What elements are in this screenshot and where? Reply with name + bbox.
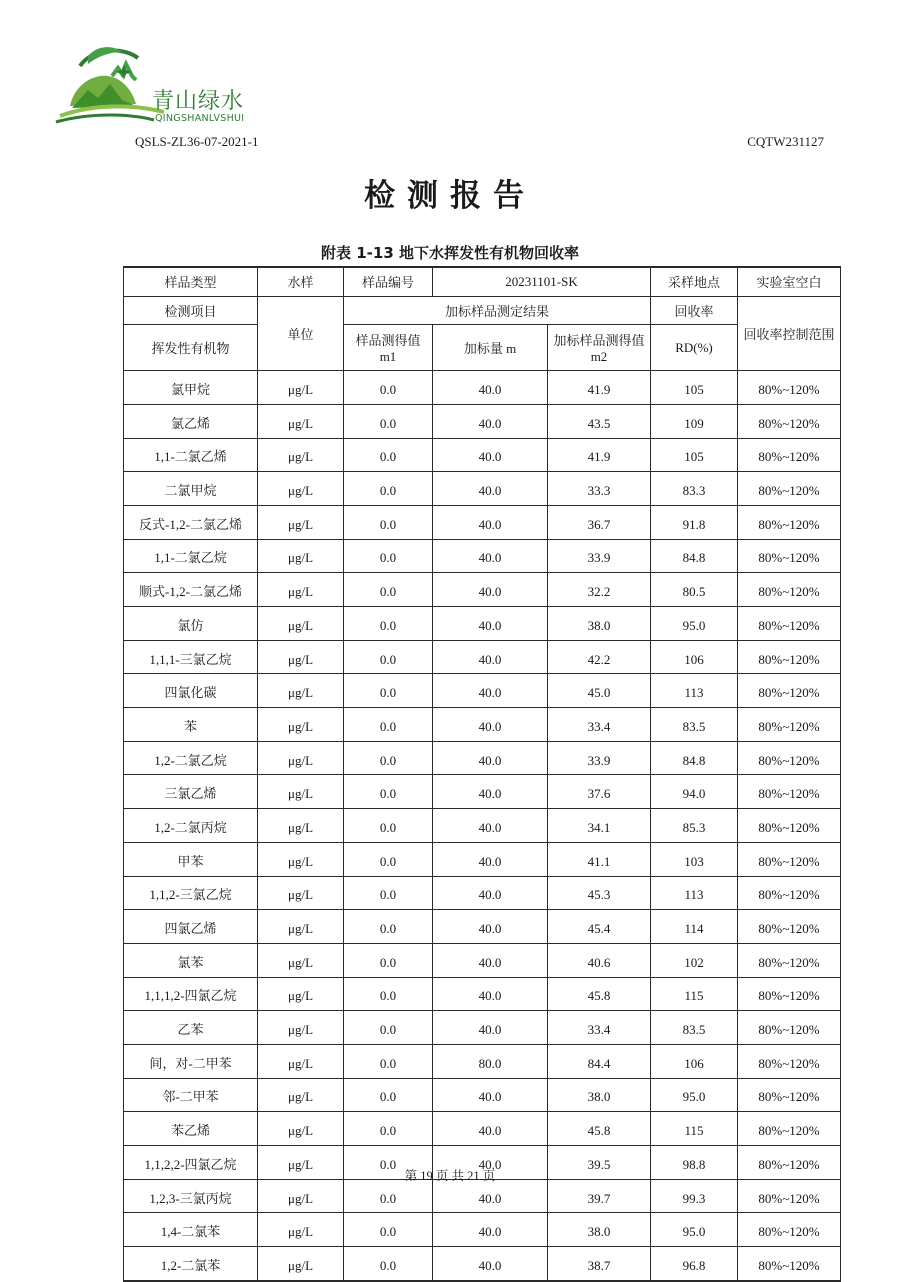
recovery-cell: 91.8 — [651, 505, 738, 539]
recovery-cell: 113 — [651, 674, 738, 708]
table-row — [124, 539, 841, 573]
control-range-cell: 80%~120% — [738, 876, 841, 910]
compound-name: 1,2-二氯苯 — [124, 1247, 258, 1281]
logo-chinese-text: 青山绿水 — [152, 89, 245, 114]
page-title: 检测报告 — [364, 178, 536, 214]
compound-name: 二氯甲烷 — [124, 472, 258, 506]
m2-cell: 39.5 — [548, 1146, 651, 1180]
compound-name: 氯甲烷 — [124, 371, 258, 405]
m2-cell: 38.0 — [548, 1213, 651, 1247]
control-range-cell: 80%~120% — [738, 910, 841, 944]
unit-cell: μg/L — [258, 404, 344, 438]
unit-cell: μg/L — [258, 674, 344, 708]
m2-cell: 40.6 — [548, 943, 651, 977]
unit-cell: μg/L — [258, 842, 344, 876]
m2-cell: 33.9 — [548, 539, 651, 573]
m1-cell: 0.0 — [344, 1044, 433, 1078]
spike-amount-cell: 40.0 — [433, 741, 548, 775]
unit-cell: μg/L — [258, 1247, 344, 1281]
compound-name: 四氯乙烯 — [124, 910, 258, 944]
compound-name: 1,1,2-三氯乙烷 — [124, 876, 258, 910]
spike-amount-cell: 40.0 — [433, 573, 548, 607]
recovery-cell: 113 — [651, 876, 738, 910]
table-header-row-1 — [124, 267, 841, 296]
spike-amount-cell: 40.0 — [433, 1247, 548, 1281]
table-row — [124, 741, 841, 775]
recovery-cell: 95.0 — [651, 1078, 738, 1112]
control-range-cell: 80%~120% — [738, 640, 841, 674]
spike-amount-cell: 40.0 — [433, 1213, 548, 1247]
m2-cell: 33.3 — [548, 472, 651, 506]
unit-cell: μg/L — [258, 539, 344, 573]
control-range-label: 回收率控制范围 — [738, 296, 841, 371]
m1-cell: 0.0 — [344, 404, 433, 438]
m1-cell: 0.0 — [344, 775, 433, 809]
item-label: 检测项目 — [124, 296, 258, 325]
compound-name: 1,2,3-三氯丙烷 — [124, 1179, 258, 1213]
recovery-cell: 106 — [651, 640, 738, 674]
unit-cell: μg/L — [258, 640, 344, 674]
table-row — [124, 607, 841, 641]
compound-name: 氯乙烯 — [124, 404, 258, 438]
table-row — [124, 1179, 841, 1213]
control-range-cell: 80%~120% — [738, 943, 841, 977]
spike-amount-cell: 40.0 — [433, 371, 548, 405]
compound-name: 间，对-二甲苯 — [124, 1044, 258, 1078]
unit-cell: μg/L — [258, 943, 344, 977]
unit-cell: μg/L — [258, 371, 344, 405]
rd-label: RD(%) — [651, 325, 738, 371]
control-range-cell: 80%~120% — [738, 1146, 841, 1180]
compound-name: 反式-1,2-二氯乙烯 — [124, 505, 258, 539]
recovery-cell: 95.0 — [651, 607, 738, 641]
m1-cell: 0.0 — [344, 1247, 433, 1281]
recovery-cell: 109 — [651, 404, 738, 438]
control-range-cell: 80%~120% — [738, 1213, 841, 1247]
spike-amount-cell: 40.0 — [433, 1179, 548, 1213]
m-label: 加标量 m — [433, 325, 548, 371]
m2-cell: 43.5 — [548, 404, 651, 438]
unit-cell: μg/L — [258, 977, 344, 1011]
m2-cell: 38.0 — [548, 607, 651, 641]
spike-amount-cell: 40.0 — [433, 607, 548, 641]
table-row — [124, 573, 841, 607]
control-range-cell: 80%~120% — [738, 438, 841, 472]
m1-cell: 0.0 — [344, 640, 433, 674]
control-range-cell: 80%~120% — [738, 1011, 841, 1045]
m1-cell: 0.0 — [344, 809, 433, 843]
table-caption: 附表 1-13 地下水挥发性有机物回收率 — [321, 244, 579, 262]
unit-cell: μg/L — [258, 1213, 344, 1247]
m2-cell: 33.4 — [548, 1011, 651, 1045]
category-label: 挥发性有机物 — [124, 325, 258, 371]
unit-cell: μg/L — [258, 1179, 344, 1213]
recovery-cell: 106 — [651, 1044, 738, 1078]
sample-type-value: 水样 — [258, 267, 344, 296]
m1-label: 样品测得值 m1 — [344, 325, 433, 371]
compound-name: 甲苯 — [124, 842, 258, 876]
recovery-cell: 98.8 — [651, 1146, 738, 1180]
m1-cell: 0.0 — [344, 1011, 433, 1045]
m1-cell: 0.0 — [344, 910, 433, 944]
compound-name: 1,2-二氯乙烷 — [124, 741, 258, 775]
recovery-cell: 84.8 — [651, 539, 738, 573]
spike-amount-cell: 40.0 — [433, 775, 548, 809]
m2-cell: 42.2 — [548, 640, 651, 674]
m1-cell: 0.0 — [344, 842, 433, 876]
recovery-cell: 115 — [651, 1112, 738, 1146]
recovery-cell: 105 — [651, 438, 738, 472]
control-range-cell: 80%~120% — [738, 708, 841, 742]
m2-label: 加标样品测得值 m2 — [548, 325, 651, 371]
m2-cell: 38.0 — [548, 1078, 651, 1112]
unit-cell: μg/L — [258, 607, 344, 641]
table-row — [124, 842, 841, 876]
table-row — [124, 708, 841, 742]
m1-cell: 0.0 — [344, 1213, 433, 1247]
m2-cell: 38.7 — [548, 1247, 651, 1281]
compound-name: 三氯乙烯 — [124, 775, 258, 809]
table-row — [124, 438, 841, 472]
unit-cell: μg/L — [258, 438, 344, 472]
sample-no-value: 20231101-SK — [433, 267, 651, 296]
spike-amount-cell: 40.0 — [433, 438, 548, 472]
unit-cell: μg/L — [258, 1011, 344, 1045]
spike-amount-cell: 40.0 — [433, 876, 548, 910]
compound-name: 苯乙烯 — [124, 1112, 258, 1146]
site-value: 实验室空白 — [738, 267, 841, 296]
m1-cell: 0.0 — [344, 371, 433, 405]
spike-amount-cell: 40.0 — [433, 708, 548, 742]
compound-name: 乙苯 — [124, 1011, 258, 1045]
unit-cell: μg/L — [258, 1146, 344, 1180]
table-header-row-2 — [124, 296, 841, 325]
m2-cell: 33.4 — [548, 708, 651, 742]
table-row — [124, 809, 841, 843]
m2-cell: 41.9 — [548, 371, 651, 405]
control-range-cell: 80%~120% — [738, 607, 841, 641]
m1-cell: 0.0 — [344, 708, 433, 742]
spike-result-label: 加标样品测定结果 — [344, 296, 651, 325]
unit-cell: μg/L — [258, 910, 344, 944]
unit-cell: μg/L — [258, 809, 344, 843]
recovery-cell: 83.5 — [651, 708, 738, 742]
recovery-cell: 96.8 — [651, 1247, 738, 1281]
m1-cell: 0.0 — [344, 943, 433, 977]
unit-cell: μg/L — [258, 708, 344, 742]
table-row — [124, 910, 841, 944]
m1-cell: 0.0 — [344, 438, 433, 472]
control-range-cell: 80%~120% — [738, 1044, 841, 1078]
spike-amount-cell: 40.0 — [433, 404, 548, 438]
m2-cell: 41.1 — [548, 842, 651, 876]
recovery-cell: 94.0 — [651, 775, 738, 809]
m2-cell: 39.7 — [548, 1179, 651, 1213]
compound-name: 1,1,1,2-四氯乙烷 — [124, 977, 258, 1011]
control-range-cell: 80%~120% — [738, 1247, 841, 1281]
spike-amount-cell: 40.0 — [433, 472, 548, 506]
table-row — [124, 1213, 841, 1247]
control-range-cell: 80%~120% — [738, 775, 841, 809]
spike-amount-cell: 40.0 — [433, 1146, 548, 1180]
spike-amount-cell: 40.0 — [433, 910, 548, 944]
control-range-cell: 80%~120% — [738, 977, 841, 1011]
unit-cell: μg/L — [258, 505, 344, 539]
compound-name: 邻-二甲苯 — [124, 1078, 258, 1112]
table-row — [124, 775, 841, 809]
spike-amount-cell: 40.0 — [433, 674, 548, 708]
spike-amount-cell: 40.0 — [433, 977, 548, 1011]
m2-cell: 45.0 — [548, 674, 651, 708]
report-number: CQTW231127 — [747, 134, 824, 149]
spike-amount-cell: 40.0 — [433, 809, 548, 843]
compound-name: 1,1,2,2-四氯乙烷 — [124, 1146, 258, 1180]
recovery-cell: 102 — [651, 943, 738, 977]
compound-name: 1,1,1-三氯乙烷 — [124, 640, 258, 674]
spike-amount-cell: 40.0 — [433, 1078, 548, 1112]
m2-cell: 41.9 — [548, 438, 651, 472]
control-range-cell: 80%~120% — [738, 842, 841, 876]
unit-cell: μg/L — [258, 472, 344, 506]
spike-amount-cell: 40.0 — [433, 539, 548, 573]
m2-cell: 33.9 — [548, 741, 651, 775]
control-range-cell: 80%~120% — [738, 573, 841, 607]
m2-cell: 84.4 — [548, 1044, 651, 1078]
m1-cell: 0.0 — [344, 607, 433, 641]
m1-cell: 0.0 — [344, 573, 433, 607]
table-row — [124, 1078, 841, 1112]
recovery-cell: 84.8 — [651, 741, 738, 775]
compound-name: 四氯化碳 — [124, 674, 258, 708]
m1-cell: 0.0 — [344, 741, 433, 775]
control-range-cell: 80%~120% — [738, 472, 841, 506]
recovery-cell: 105 — [651, 371, 738, 405]
control-range-cell: 80%~120% — [738, 1179, 841, 1213]
m1-cell: 0.0 — [344, 1179, 433, 1213]
m2-cell: 45.8 — [548, 1112, 651, 1146]
table-row — [124, 977, 841, 1011]
unit-cell: μg/L — [258, 775, 344, 809]
recovery-cell: 115 — [651, 977, 738, 1011]
m1-cell: 0.0 — [344, 539, 433, 573]
m1-cell: 0.0 — [344, 1078, 433, 1112]
unit-cell: μg/L — [258, 1078, 344, 1112]
control-range-cell: 80%~120% — [738, 809, 841, 843]
sample-no-label: 样品编号 — [344, 267, 433, 296]
table-header-row-3 — [124, 325, 841, 371]
m2-cell: 45.3 — [548, 876, 651, 910]
control-range-cell: 80%~120% — [738, 1078, 841, 1112]
control-range-cell: 80%~120% — [738, 741, 841, 775]
m1-cell: 0.0 — [344, 674, 433, 708]
recovery-cell: 103 — [651, 842, 738, 876]
table-row — [124, 1011, 841, 1045]
table-row — [124, 674, 841, 708]
m1-cell: 0.0 — [344, 1146, 433, 1180]
spike-amount-cell: 40.0 — [433, 943, 548, 977]
m1-cell: 0.0 — [344, 505, 433, 539]
document-code: QSLS-ZL36-07-2021-1 — [135, 134, 259, 149]
spike-amount-cell: 40.0 — [433, 640, 548, 674]
m1-cell: 0.0 — [344, 977, 433, 1011]
page-footer: 第 19 页 共 21 页 — [404, 1169, 496, 1183]
table-row — [124, 505, 841, 539]
table-row — [124, 640, 841, 674]
sample-type-label: 样品类型 — [124, 267, 258, 296]
compound-name: 1,2-二氯丙烷 — [124, 809, 258, 843]
compound-name: 氯仿 — [124, 607, 258, 641]
m2-cell: 34.1 — [548, 809, 651, 843]
recovery-cell: 95.0 — [651, 1213, 738, 1247]
logo-english-text: QINGSHANLVSHUI — [155, 113, 245, 124]
control-range-cell: 80%~120% — [738, 674, 841, 708]
m1-cell: 0.0 — [344, 472, 433, 506]
recovery-cell: 85.3 — [651, 809, 738, 843]
control-range-cell: 80%~120% — [738, 539, 841, 573]
recovery-cell: 80.5 — [651, 573, 738, 607]
recovery-cell: 99.3 — [651, 1179, 738, 1213]
control-range-cell: 80%~120% — [738, 371, 841, 405]
m1-cell: 0.0 — [344, 876, 433, 910]
spike-amount-cell: 40.0 — [433, 505, 548, 539]
unit-cell: μg/L — [258, 741, 344, 775]
unit-label: 单位 — [258, 296, 344, 371]
unit-cell: μg/L — [258, 876, 344, 910]
recovery-cell: 83.5 — [651, 1011, 738, 1045]
m1-cell: 0.0 — [344, 1112, 433, 1146]
spike-amount-cell: 40.0 — [433, 1011, 548, 1045]
m2-cell: 37.6 — [548, 775, 651, 809]
unit-cell: μg/L — [258, 1044, 344, 1078]
table-row — [124, 1044, 841, 1078]
spike-amount-cell: 40.0 — [433, 1112, 548, 1146]
unit-cell: μg/L — [258, 573, 344, 607]
m2-cell: 36.7 — [548, 505, 651, 539]
table-row — [124, 404, 841, 438]
spike-amount-cell: 40.0 — [433, 842, 548, 876]
recovery-label: 回收率 — [651, 296, 738, 325]
compound-name: 苯 — [124, 708, 258, 742]
compound-name: 1,4-二氯苯 — [124, 1213, 258, 1247]
control-range-cell: 80%~120% — [738, 505, 841, 539]
table-row — [124, 1112, 841, 1146]
compound-name: 1,1-二氯乙烯 — [124, 438, 258, 472]
m2-cell: 32.2 — [548, 573, 651, 607]
recovery-cell: 83.3 — [651, 472, 738, 506]
m2-cell: 45.4 — [548, 910, 651, 944]
spike-amount-cell: 80.0 — [433, 1044, 548, 1078]
table-row — [124, 1247, 841, 1281]
table-row — [124, 371, 841, 405]
compound-name: 1,1-二氯乙烷 — [124, 539, 258, 573]
table-row — [124, 472, 841, 506]
compound-name: 顺式-1,2-二氯乙烯 — [124, 573, 258, 607]
control-range-cell: 80%~120% — [738, 1112, 841, 1146]
recovery-table — [123, 266, 841, 1282]
control-range-cell: 80%~120% — [738, 404, 841, 438]
m2-cell: 45.8 — [548, 977, 651, 1011]
table-row — [124, 876, 841, 910]
site-label: 采样地点 — [651, 267, 738, 296]
recovery-cell: 114 — [651, 910, 738, 944]
unit-cell: μg/L — [258, 1112, 344, 1146]
compound-name: 氯苯 — [124, 943, 258, 977]
table-row — [124, 943, 841, 977]
